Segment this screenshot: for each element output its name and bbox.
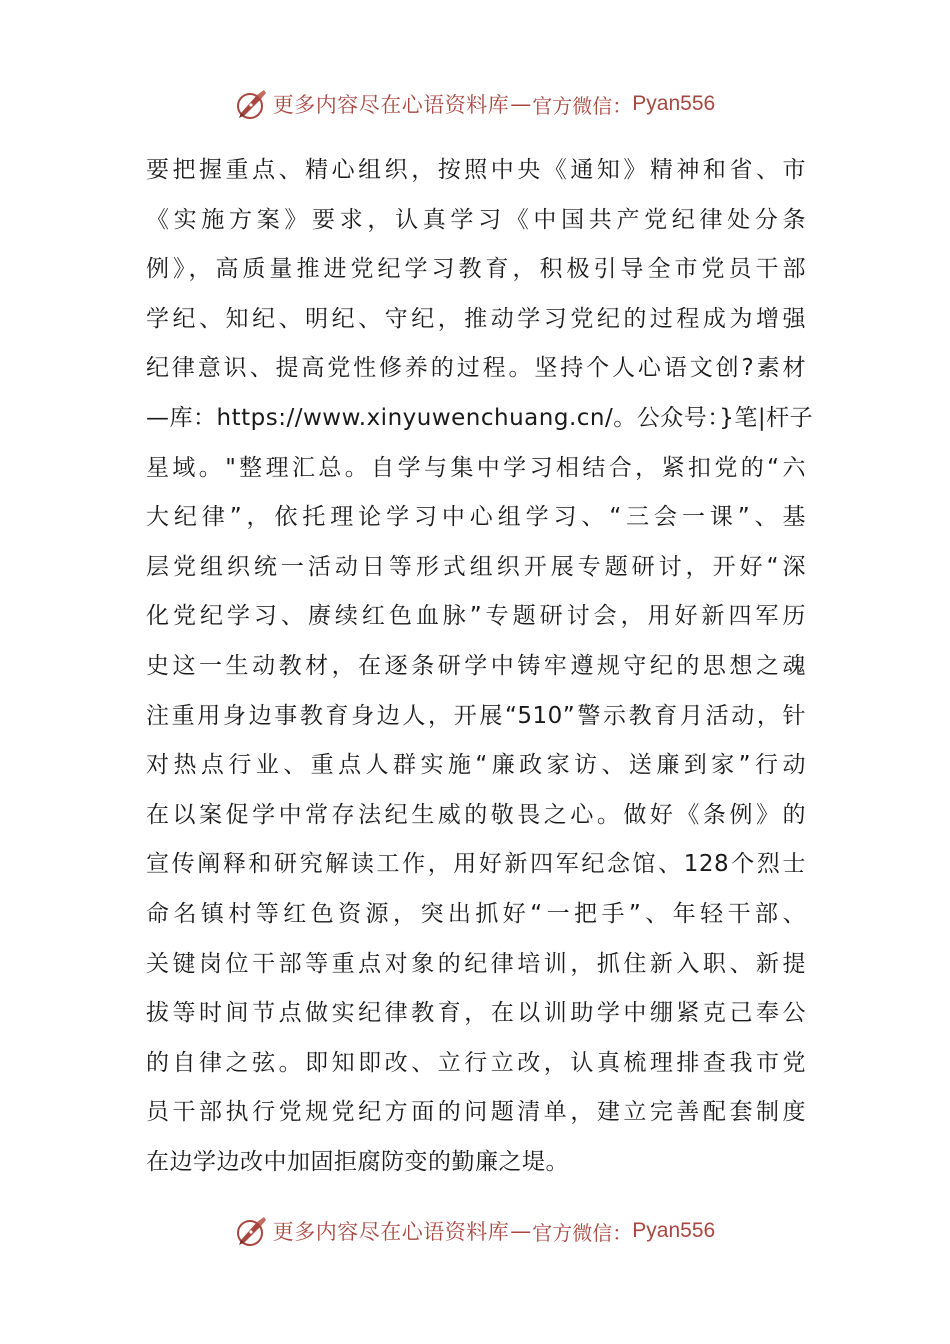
- body-line: —库：https://www.xinyuwenchuang.cn/。公众号：}笔|杆子: [146, 404, 814, 431]
- body-line: 注重用身边事教育身边人，开展“510”警示教育月活动，针: [146, 702, 806, 729]
- body-line: 对热点行业、重点人群实施“廉政家访、送廉到家”行动: [146, 752, 806, 779]
- header-official-label: 官方微信：: [532, 93, 633, 118]
- body-line: 宣传阐释和研究解读工作，用好新四军纪念馆、128个烈士: [146, 851, 806, 878]
- body-line: 化党纪学习、赓续红色血脉”专题研讨会，用好新四军历: [146, 603, 806, 630]
- body-line: 学纪、知纪、明纪、守纪，推动学习党纪的过程成为增强: [146, 305, 806, 332]
- footer-banner: [0, 1211, 950, 1251]
- body-line: 命名镇村等红色资源，突出抓好“一把手”、年轻干部、: [146, 900, 806, 927]
- header-wechat-id: Pyan556: [632, 92, 716, 115]
- body-line: 拔等时间节点做实纪律教育，在以训助学中绷紧克己奉公: [146, 1000, 806, 1027]
- footer-wechat-id: Pyan556: [632, 1219, 716, 1242]
- body-line: 纪律意识、提高党性修养的过程。坚持个人心语文创?素材: [146, 355, 806, 382]
- body-line: 星域。"整理汇总。自学与集中学习相结合，紧扣党的“六: [146, 454, 806, 481]
- pen-nib-logo-icon: [235, 87, 269, 121]
- header-banner: [0, 84, 950, 124]
- header-brand-text: 更多内容尽在心语资料库: [272, 93, 510, 117]
- body-line: 的自律之弦。即知即改、立行立改，认真梳理排查我市党: [146, 1049, 806, 1076]
- footer-official-label: 官方微信：: [532, 1220, 633, 1245]
- body-line: 要把握重点、精心组织，按照中央《通知》精神和省、市: [146, 157, 806, 183]
- body-line: 大纪律”，依托理论学习中心组学习、“三会一课”、基: [146, 504, 806, 531]
- body-line: 层党组织统一活动日等形式组织开展专题研讨，开好“深: [146, 553, 806, 580]
- body-line: 在以案促学中常存法纪生威的敬畏之心。做好《条例》的: [146, 801, 806, 828]
- footer-dash: —: [510, 1219, 532, 1243]
- body-line: 员干部执行党规党纪方面的问题清单，建立完善配套制度: [146, 1099, 806, 1126]
- document-body: [146, 146, 814, 1187]
- body-line: 在边学边改中加固拒腐防变的勤廉之堤。: [146, 1148, 569, 1175]
- body-line: 关键岗位干部等重点对象的纪律培训，抓住新入职、新提: [146, 950, 806, 977]
- header-dash: —: [510, 92, 532, 116]
- pen-nib-logo-icon: [235, 1214, 269, 1248]
- body-line: 史这一生动教材，在逐条研学中铸牢遵规守纪的思想之魂: [146, 652, 806, 679]
- body-line: 《实施方案》要求，认真学习《中国共产党纪律处分条: [146, 206, 806, 233]
- body-line: 例》，高质量推进党纪学习教育，积极引导全市党员干部: [146, 256, 806, 283]
- footer-brand-text: 更多内容尽在心语资料库: [272, 1220, 510, 1244]
